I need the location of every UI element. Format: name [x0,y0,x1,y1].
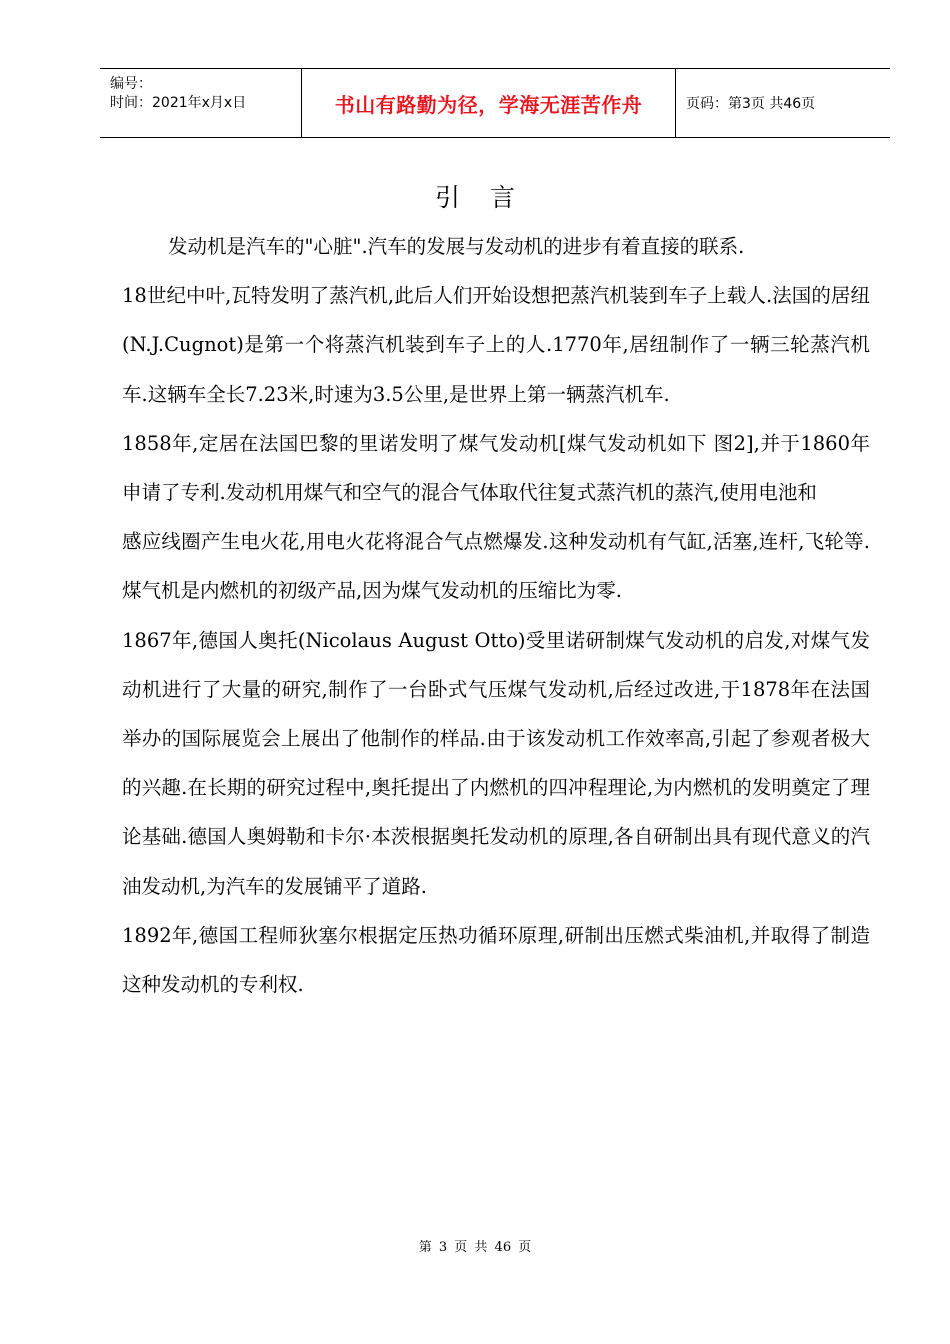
paragraph-steam-engine: 18世纪中叶,瓦特发明了蒸汽机,此后人们开始设想把蒸汽机装到车子上载人.法国的居纽(N.J.Cugnot)是第一个将蒸汽机装到车子上的人.1770年,居纽制作了一辆三轮蒸汽机车.这辆车全长7.23米,时速为3.5公里,是世界上第一辆蒸汽机车. [122,284,870,406]
paragraph-gas-engine-cont: 感应线圈产生电火花,用电火花将混合气点燃爆发.这种发动机有气缸,活塞,连杆,飞轮等.煤气机是内燃机的初级产品,因为煤气发动机的压缩比为零. [122,530,870,603]
paragraph-diesel: 1892年,德国工程师狄塞尔根据定压热功循环原理,研制出压燃式柴油机,并取得了制造这种发动机的专利权. [122,923,870,997]
paragraph-gas-engine: 1858年,定居在法国巴黎的里诺发明了煤气发动机[煤气发动机如下 图2],并于1860年申请了专利.发动机用煤气和空气的混合气体取代往复式蒸汽机的蒸汽,使用电池和 [122,431,870,505]
header-meta [100,69,302,137]
paragraph-intro: 发动机是汽车的"心脏".汽车的发展与发动机的进步有着直接的联系. [168,235,745,258]
paragraph-otto: 1867年,德国人奥托(Nicolaus August Otto)受里诺研制煤气发动机的启发,对煤气发动机进行了大量的研究,制作了一台卧式气压煤气发动机,后经过改进,于1878年在法国举办的国际展览会上展出了他制作的样品.由于该发动机工作效率高,引起了参观者极大的兴趣.在长期的研究过程中,奥托提出了内燃机的四冲程理论,为内燃机的发明奠定了理论基础.德国人奥姆勒和卡尔·本茨根据奥托发动机的原理,各自研制出具有现代意义的汽油发动机,为汽车的发展铺平了道路. [122,628,870,898]
header-page-label: 页码：第3页 共46页 [686,96,816,112]
document-body [122,222,870,1009]
page-title: 引言 [434,183,545,212]
header-date-label: 时间：2021年x月x日 [110,95,247,111]
page-footer: 第 3 页 共 46 页 [418,1240,532,1255]
header-motto: 书山有路勤为径，学海无涯苦作舟 [302,69,676,137]
header-number-label: 编号： [110,76,152,92]
page-header [100,68,890,138]
